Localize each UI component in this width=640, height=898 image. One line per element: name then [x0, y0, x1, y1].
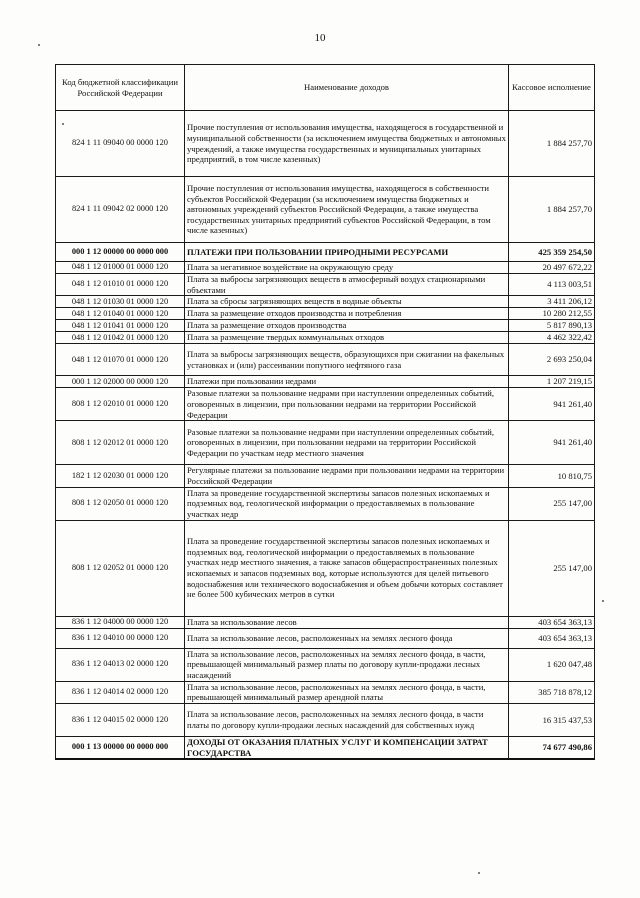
row-amount: 403 654 363,13 — [509, 616, 595, 628]
row-code: 048 1 12 01030 01 0000 120 — [56, 296, 185, 308]
row-code: 000 1 13 00000 00 0000 000 — [56, 736, 185, 759]
row-amount: 425 359 254,50 — [509, 243, 595, 262]
row-code: 000 1 12 02000 00 0000 120 — [56, 376, 185, 388]
table-row — [56, 648, 595, 681]
row-code: 048 1 12 01070 01 0000 120 — [56, 344, 185, 376]
row-name: Плата за выбросы загрязняющих веществ, образующихся при сжигании на факельных установках и (или) рассеивании попутного нефтяного газа — [185, 344, 509, 376]
row-code: 836 1 12 04014 02 0000 120 — [56, 681, 185, 703]
row-amount: 5 817 890,13 — [509, 320, 595, 332]
row-amount: 1 620 047,48 — [509, 648, 595, 681]
table-row — [56, 616, 595, 628]
header-name: Наименование доходов — [185, 65, 509, 111]
table-row — [56, 681, 595, 703]
table-row — [56, 262, 595, 274]
row-name: Плата за использование лесов, расположенных на землях лесного фонда, в части платы по договору купли-продажи лесных насаждений для собственных нужд — [185, 703, 509, 736]
row-code: 836 1 12 04000 00 0000 120 — [56, 616, 185, 628]
revenue-table — [55, 64, 595, 760]
row-name: ДОХОДЫ ОТ ОКАЗАНИЯ ПЛАТНЫХ УСЛУГ И КОМПЕНСАЦИИ ЗАТРАТ ГОСУДАРСТВА — [185, 736, 509, 759]
row-name: Прочие поступления от использования имущества, находящегося в собственности субъектов Российской Федерации (за исключением имущества бюджетных и автономных учреждений субъектов Российской Федерации, а также имущества государственных унитарных предприятий субъектов Российской Федерации, в том числе казенных) — [185, 177, 509, 243]
row-name: Платежи при пользовании недрами — [185, 376, 509, 388]
scan-speck — [602, 600, 604, 602]
table-row — [56, 421, 595, 465]
row-code: 808 1 12 02012 01 0000 120 — [56, 421, 185, 465]
row-code: 048 1 12 01000 01 0000 120 — [56, 262, 185, 274]
row-amount: 3 411 206,12 — [509, 296, 595, 308]
row-code: 836 1 12 04015 02 0000 120 — [56, 703, 185, 736]
header-amount: Кассовое исполнение — [509, 65, 595, 111]
row-amount: 4 462 322,42 — [509, 332, 595, 344]
row-code: 808 1 12 02052 01 0000 120 — [56, 520, 185, 616]
row-amount: 1 884 257,70 — [509, 177, 595, 243]
row-code: 808 1 12 02010 01 0000 120 — [56, 388, 185, 421]
row-amount: 403 654 363,13 — [509, 628, 595, 648]
table-row — [56, 177, 595, 243]
row-code: 808 1 12 02050 01 0000 120 — [56, 487, 185, 520]
table-row — [56, 111, 595, 177]
row-code: 182 1 12 02030 01 0000 120 — [56, 465, 185, 487]
row-name: Прочие поступления от использования имущества, находящегося в государственной и муниципальной собственности (за исключением имущества бюджетных и автономных учреждений, а также имущества государственных и муниципальных унитарных предприятий, в том числе казенных) — [185, 111, 509, 177]
row-name: Плата за сбросы загрязняющих веществ в водные объекты — [185, 296, 509, 308]
row-name: Плата за негативное воздействие на окружающую среду — [185, 262, 509, 274]
table-row — [56, 308, 595, 320]
row-name: Плата за использование лесов — [185, 616, 509, 628]
row-name: Плата за размещение твердых коммунальных отходов — [185, 332, 509, 344]
row-code: 000 1 12 00000 00 0000 000 — [56, 243, 185, 262]
row-code: 048 1 12 01041 01 0000 120 — [56, 320, 185, 332]
row-name: Плата за проведение государственной экспертизы запасов полезных ископаемых и подземных вод, геологической информации о предоставляемых в пользование участках недр местного значения, а также запасов общераспространенных полезных ископаемых и запасов подземных вод, которые используются для целей питьевого водоснабжения или технического водоснабжения и объем добычи которых составляет не более 500 кубических метров в сутки — [185, 520, 509, 616]
row-code: 048 1 12 01042 01 0000 120 — [56, 332, 185, 344]
row-amount: 10 280 212,55 — [509, 308, 595, 320]
row-amount: 1 207 219,15 — [509, 376, 595, 388]
table-row — [56, 320, 595, 332]
table-header-row — [56, 65, 595, 111]
row-amount: 941 261,40 — [509, 388, 595, 421]
row-name: Плата за размещение отходов производства — [185, 320, 509, 332]
row-name: Плата за выбросы загрязняющих веществ в атмосферный воздух стационарными объектами — [185, 274, 509, 296]
table-row — [56, 487, 595, 520]
row-name: Плата за проведение государственной экспертизы запасов полезных ископаемых и подземных вод, геологической информации о предоставляемых в пользование участках недр — [185, 487, 509, 520]
table-row — [56, 243, 595, 262]
row-name: Разовые платежи за пользование недрами при наступлении определенных событий, оговоренных в лицензии, при пользовании недрами на территории Российской Федерации по участкам недр местного значения — [185, 421, 509, 465]
table-row — [56, 376, 595, 388]
table-row — [56, 465, 595, 487]
row-code: 836 1 12 04013 02 0000 120 — [56, 648, 185, 681]
row-code: 836 1 12 04010 00 0000 120 — [56, 628, 185, 648]
row-amount: 255 147,00 — [509, 520, 595, 616]
scan-speck — [478, 872, 480, 874]
row-amount: 1 884 257,70 — [509, 111, 595, 177]
row-amount: 255 147,00 — [509, 487, 595, 520]
row-code: 048 1 12 01040 01 0000 120 — [56, 308, 185, 320]
table-row — [56, 736, 595, 759]
row-amount: 10 810,75 — [509, 465, 595, 487]
table-body — [56, 111, 595, 760]
page-number: 10 — [314, 32, 326, 44]
row-amount: 16 315 437,53 — [509, 703, 595, 736]
row-name: Регулярные платежи за пользование недрами при пользовании недрами на территории Российской Федерации — [185, 465, 509, 487]
row-name: ПЛАТЕЖИ ПРИ ПОЛЬЗОВАНИИ ПРИРОДНЫМИ РЕСУРСАМИ — [185, 243, 509, 262]
row-amount: 74 677 490,86 — [509, 736, 595, 759]
row-name: Плата за использование лесов, расположенных на землях лесного фонда — [185, 628, 509, 648]
table-row — [56, 274, 595, 296]
row-amount: 20 497 672,22 — [509, 262, 595, 274]
row-amount: 2 693 250,04 — [509, 344, 595, 376]
row-name: Плата за использование лесов, расположенных на землях лесного фонда, в части, превышающей минимальный размер арендной платы — [185, 681, 509, 703]
table-row — [56, 388, 595, 421]
table-row — [56, 296, 595, 308]
table-row — [56, 332, 595, 344]
row-name: Плата за использование лесов, расположенных на землях лесного фонда, в части, превышающей минимальный размер платы по договору купли-продажи лесных насаждений — [185, 648, 509, 681]
row-name: Разовые платежи за пользование недрами при наступлении определенных событий, оговоренных в лицензии, при пользовании недрами на территории Российской Федерации — [185, 388, 509, 421]
row-code: 824 1 11 09042 02 0000 120 — [56, 177, 185, 243]
table-row — [56, 703, 595, 736]
scan-speck — [38, 44, 40, 46]
row-amount: 385 718 878,12 — [509, 681, 595, 703]
row-name: Плата за размещение отходов производства и потребления — [185, 308, 509, 320]
table-row — [56, 520, 595, 616]
scan-speck — [62, 123, 64, 125]
header-code: Код бюджетной классификации Российской Федерации — [56, 65, 185, 111]
row-amount: 4 113 003,51 — [509, 274, 595, 296]
row-amount: 941 261,40 — [509, 421, 595, 465]
row-code: 824 1 11 09040 00 0000 120 — [56, 111, 185, 177]
row-code: 048 1 12 01010 01 0000 120 — [56, 274, 185, 296]
table-row — [56, 628, 595, 648]
table-row — [56, 344, 595, 376]
